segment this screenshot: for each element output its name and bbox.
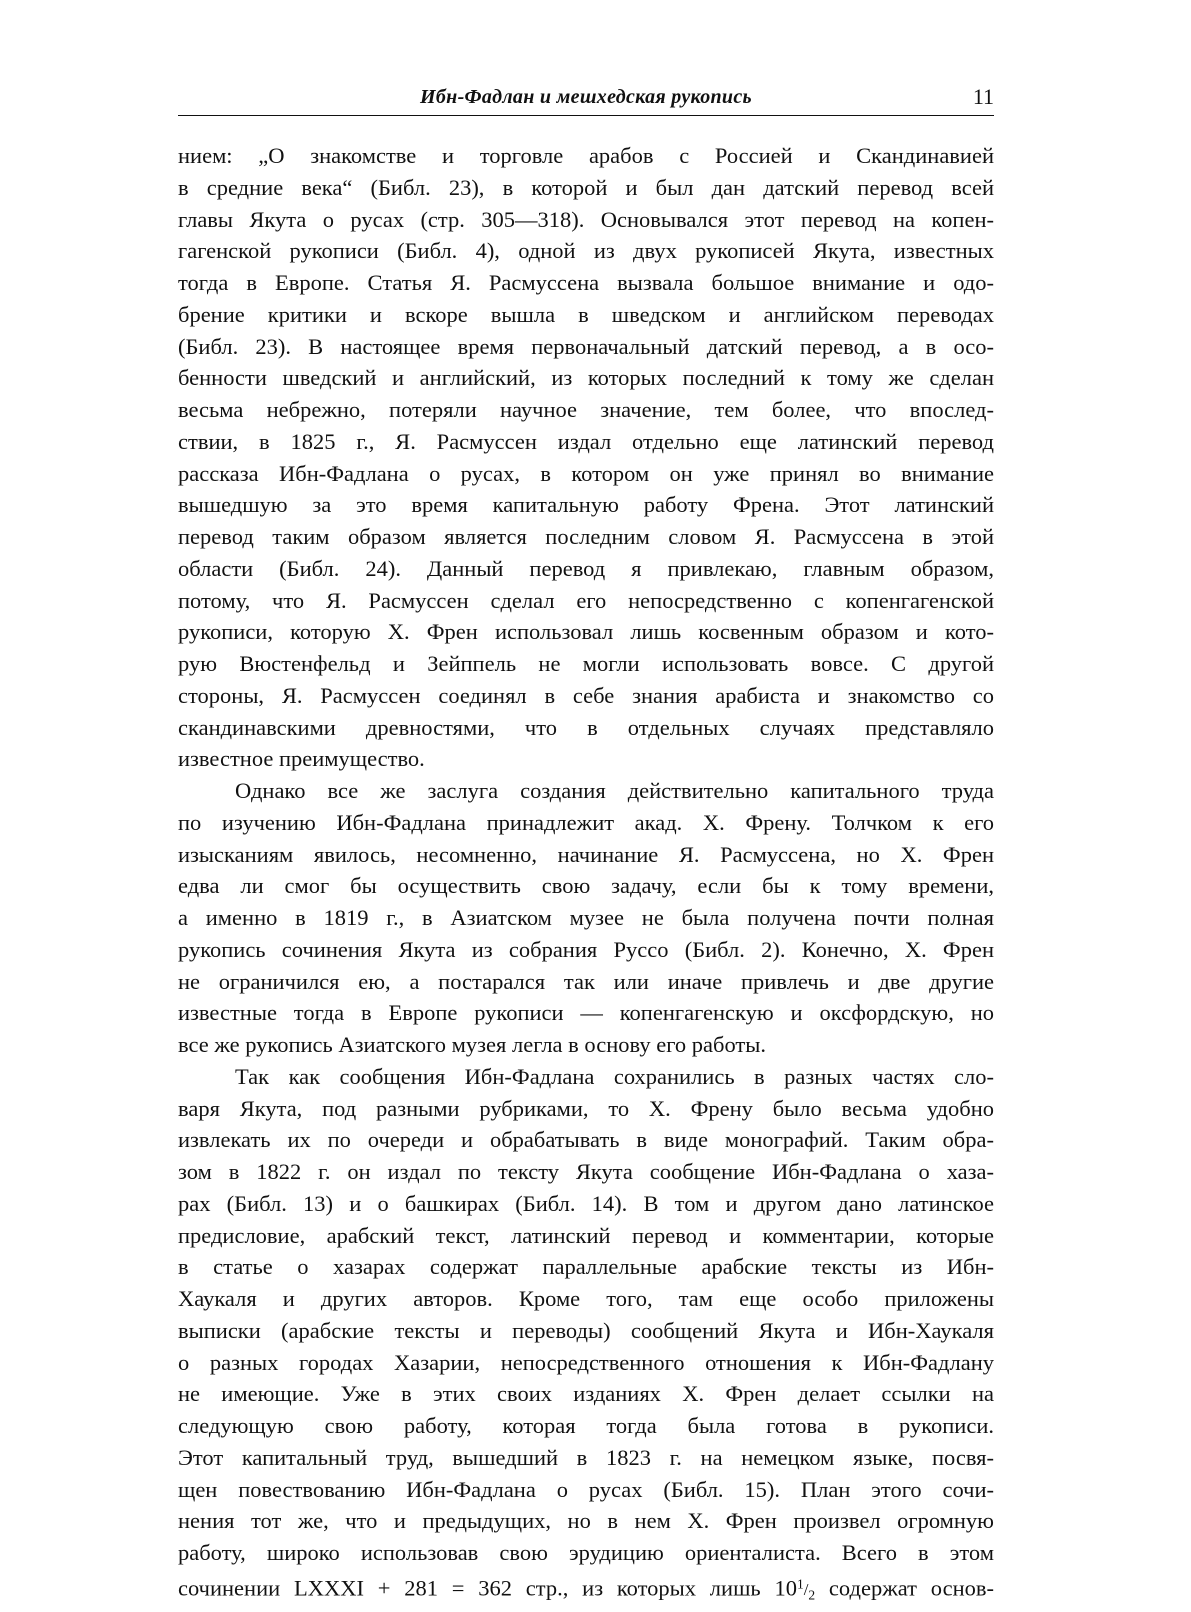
- text-line: рую Вюстенфельд и Зейппель не могли использовать вовсе. С другой: [178, 651, 994, 676]
- text-line-with-fraction: [178, 1569, 994, 1601]
- text-line: варя Якута, под разными рубриками, то Х. Френу было весьма удобно: [178, 1095, 994, 1121]
- fraction-numerator: 1: [796, 1576, 804, 1592]
- text-line: рукопись сочинения Якута из собрания Руссо (Библ. 2). Конечно, Х. Френ: [178, 936, 994, 962]
- text-line: рах (Библ. 13) и о башкирах (Библ. 14). В том и другом дано латинское: [178, 1190, 994, 1216]
- text-line: извлекать их по очереди и обрабатывать в виде монографий. Таким обра-: [178, 1127, 994, 1153]
- text-line: о разных городах Хазарии, непосредственного отношения к Ибн-Фадлану: [178, 1349, 994, 1375]
- text-line: изысканиям явилось, несомненно, начинание Я. Расмуссена, но Х. Френ: [178, 841, 994, 867]
- text-line: весьма небрежно, потеряли научное значение, тем более, что впослед-: [178, 397, 994, 422]
- text-line: а именно в 1819 г., в Азиатском музее не была получена почти полная: [178, 905, 994, 930]
- last-line-start: сочинении LXXXI + 281 = 362 стр., из которых лишь 10: [178, 1575, 797, 1601]
- text-line: Хаукаля и других авторов. Кроме того, там еще особо приложены: [178, 1286, 994, 1311]
- fraction-one-half: $^1/_2$: [796, 1576, 816, 1603]
- text-line: рукописи, которую Х. Френ использовал лишь косвенным образом и кото-: [178, 619, 994, 645]
- text-line: скандинавскими древностями, что в отдельных случаях представляло: [178, 714, 994, 740]
- text-line: зом в 1822 г. он издал по тексту Якута сообщение Ибн-Фадлана о хаза-: [178, 1159, 994, 1184]
- running-head: [178, 82, 994, 116]
- running-title: Ибн-Фадлан и мешхедская рукопись: [420, 86, 752, 108]
- last-line-end: содержат основ-: [815, 1575, 994, 1601]
- text-line: в статье о хазарах содержат параллельные арабские тексты из Ибн-: [178, 1254, 994, 1280]
- text-line: рассказа Ибн-Фадлана о русах, в котором он уже принял во внимание: [178, 460, 994, 486]
- text-line: тогда в Европе. Статья Я. Расмуссена вызвала большое внимание и одо-: [178, 270, 994, 295]
- text-line: главы Якута о русах (стр. 305—318). Основывался этот перевод на копен-: [178, 206, 994, 232]
- text-line: в средние века“ (Библ. 23), в которой и был дан датский перевод всей: [178, 174, 994, 200]
- text-line: работу, широко использовав свою эрудицию ориенталиста. Всего в этом: [178, 1540, 994, 1565]
- text-line: предисловие, арабский текст, латинский перевод и комментарии, которые: [178, 1222, 994, 1248]
- text-line: области (Библ. 24). Данный перевод я привлекаю, главным образом,: [178, 555, 994, 581]
- text-line: по изучению Ибн-Фадлана принадлежит акад. Х. Френу. Толчком к его: [178, 809, 994, 835]
- fraction-denominator: 2: [808, 1587, 816, 1603]
- paragraph-start-line: Так как сообщения Ибн-Фадлана сохранились в разных частях сло-: [235, 1063, 994, 1089]
- text-line: потому, что Я. Расмуссен сделал его непосредственно с копенгагенской: [178, 587, 994, 613]
- text-line: брение критики и вскоре вышла в шведском и английском переводах: [178, 301, 994, 327]
- text-line: известные тогда в Европе рукописи — копенгагенскую и оксфордскую, но: [178, 1000, 994, 1026]
- text-line: стороны, Я. Расмуссен соединял в себе знания арабиста и знакомство со: [178, 682, 994, 708]
- text-line: перевод таким образом является последним словом Я. Расмуссена в этой: [178, 524, 994, 549]
- text-line: нения тот же, что и предыдущих, но в нем Х. Френ произвел огромную: [178, 1508, 994, 1534]
- body-text: [178, 140, 994, 1601]
- text-line: ствии, в 1825 г., Я. Расмуссен издал отдельно еще латинский перевод: [178, 428, 994, 454]
- paragraph-end-line: все же рукопись Азиатского музея легла в основу его работы.: [178, 1032, 766, 1057]
- text-line: (Библ. 23). В настоящее время первоначальный датский перевод, а в осо-: [178, 333, 994, 359]
- text-line: следующую свою работу, которая тогда была готова в рукописи.: [178, 1413, 994, 1438]
- text-line: щен повествованию Ибн-Фадлана о русах (Библ. 15). План этого сочи-: [178, 1476, 994, 1502]
- text-line: вышедшую за это время капитальную работу Френа. Этот латинский: [178, 492, 994, 518]
- text-line: нием: „О знакомстве и торговле арабов с Россией и Скандинавией: [178, 143, 994, 168]
- text-line: не имеющие. Уже в этих своих изданиях Х. Френ делает ссылки на: [178, 1381, 994, 1407]
- page-number: 11: [972, 84, 994, 109]
- header-rule: [178, 115, 994, 116]
- text-line: бенности шведский и английский, из которых последний к тому же сделан: [178, 365, 994, 391]
- text-line: не ограничился ею, а постарался так или иначе привлечь и две другие: [178, 968, 994, 994]
- paragraph-end-line: известное преимущество.: [178, 746, 425, 772]
- paragraph-start-line: Однако все же заслуга создания действительно капитального труда: [235, 778, 994, 803]
- text-line: выписки (арабские тексты и переводы) сообщений Якута и Ибн-Хаукаля: [178, 1317, 994, 1343]
- text-line: гагенской рукописи (Библ. 4), одной из двух рукописей Якута, известных: [178, 238, 994, 264]
- text-line: Этот капитальный труд, вышедший в 1823 г. на немецком языке, посвя-: [178, 1444, 994, 1470]
- text-line: едва ли смог бы осуществить свою задачу, если бы к тому времени,: [178, 873, 994, 899]
